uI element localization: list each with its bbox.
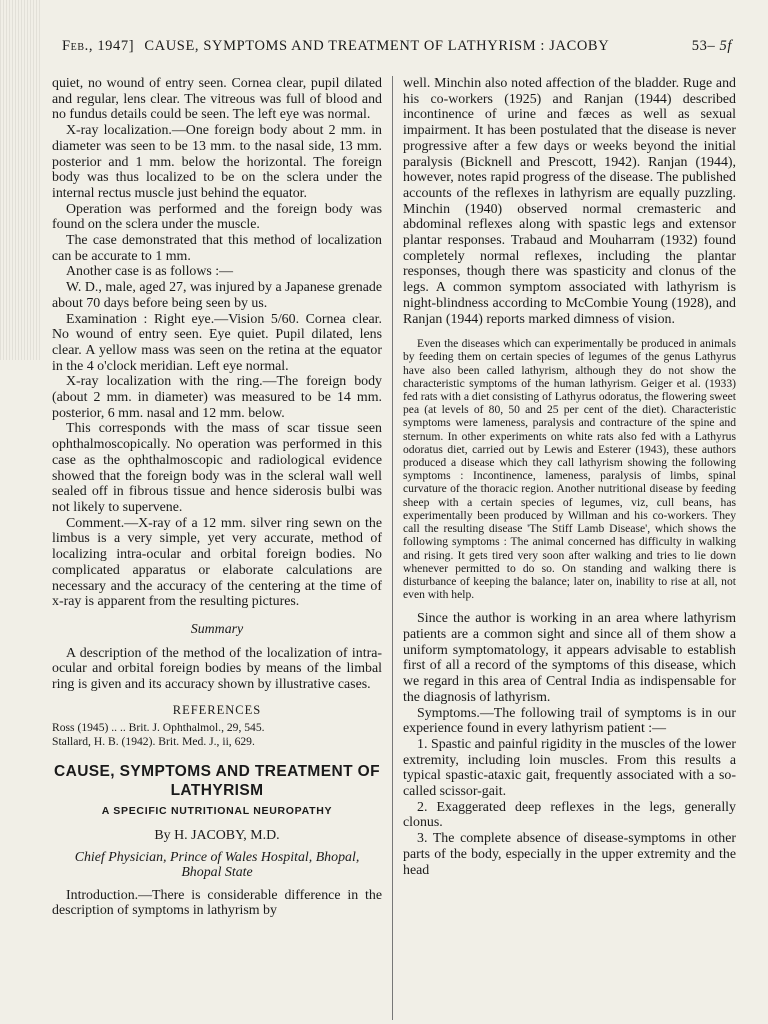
article-title: CAUSE, SYMPTOMS AND TREATMENT OF LATHYRISM xyxy=(54,763,380,800)
paragraph: Another case is as follows :— xyxy=(66,264,234,280)
paragraph: Symptoms.—The following trail of symptoms is in our experience found in every lathyrism patient :— xyxy=(403,705,736,737)
references-heading: REFERENCES xyxy=(172,702,262,717)
symptom-item: 1. Spastic and painful rigidity in the muscles of the lower extremity, including loin muscles. From this results a typical spastic-ataxic gait, frequently associated with a so-called scissor-gait. xyxy=(403,736,736,800)
small-print-note: Even the diseases which can experimentally be produced in animals by feeding them on certain species of legumes of the genus Lathyrus have also been called lathyrism, although they do not show the characteristic symptoms of the human lathyrism. Geiger et al. (1933) fed rats with a diet consisting of Lathyrus odoratus, the flowering sweet pea (at levels of 80, 50 and 25 per cent of the diet). Characteristic symptoms were lameness, paralysis and contracture of the spine and sternum. In other experiments on white rats also fed with a Lathyrus odoratus diet, carried out by Lewis and Esterer (1943), these authors produced a disease which they call lathyrism showing the following symptoms : Incontinence, lameness, paralysis of limbs, spinal curvature of the thoracic region. Another nutritional disease by feeding sheep with a certain species of legumes, viz, cull beans, has experimentally been produced by Willman and his co-workers. They call the resulting disease 'The Stiff Lamb Disease', which shows the following symptoms : The animal concerned has difficulty in walking and rising. It gets tired very soon after walking and tries to lie down whenever permitted to do so. On standing and walking there is disturbance of keeping the balance; later on, inability to rise at all, not even with help. xyxy=(403,337,736,602)
paragraph: The case demonstrated that this method of localization can be accurate to 1 mm. xyxy=(52,233,382,264)
reference-item: Stallard, H. B. (1942). Brit. Med. J., ii, 629. xyxy=(52,734,255,748)
paragraph: well. Minchin also noted affection of the bladder. Ruge and his co-workers (1925) and Ranjan (1944) described incontinence of urine and fæces as well as sexual impairment. It has been postulated that the disease is never progressive after a few days or weeks beyond the initial paralysis (Bicknell and Prescott, 1942). Ranjan (1944), however, notes rapid progress of the disease. The published accounts of the reflexes in lathyrism are equally puzzling. Minchin (1940) observed normal cremasteric and abdominal reflexes along with spastic legs and extensor plantar responses. Trabaud and Mouharram (1932) found completely normal reflexes, including the plantar responses, though there was spasticity and clonus of the legs. A common symptom associated with lathyrism is night-blindness according to McCombie Young (1928), and Ranjan (1944) reports marked dimness of vision. xyxy=(403,76,736,327)
running-header xyxy=(62,38,732,55)
column-divider xyxy=(392,76,393,1020)
summary-heading: Summary xyxy=(190,621,244,637)
summary-text: A description of the method of the localization of intra-ocular and orbital foreign bodies by means of the limbal ring is given and its accuracy shown by illustrative cases. xyxy=(52,645,382,693)
running-title: CAUSE, SYMPTOMS AND TREATMENT OF LATHYRISM : JACOBY xyxy=(144,38,610,54)
symptom-item: 3. The complete absence of disease-symptoms in other parts of the body, especially in the upper extremity and the head xyxy=(403,831,736,878)
paragraph: Comment.—X-ray of a 12 mm. silver ring sewn on the limbus is a very simple, yet very accurate, method of localizing intra-ocular and orbital foreign bodies. No complicated apparatus or elaborate calculations are necessary and the accuracy of the centering at the time of x-ray is apparent from the resulting pictures. xyxy=(52,515,382,610)
article-subtitle: A SPECIFIC NUTRITIONAL NEUROPATHY xyxy=(101,805,333,818)
author-affiliation: Chief Physician, Prince of Wales Hospital, Bhopal, Bhopal State xyxy=(74,849,360,880)
introduction-paragraph: Introduction.—There is considerable difference in the description of symptoms in lathyrism by xyxy=(52,887,382,919)
reference-item: Ross (1945) .. .. Brit. J. Ophthalmol., 29, 545. xyxy=(52,721,265,735)
paragraph: X-ray localization with the ring.—The foreign body (about 2 mm. in diameter) was measured to be 14 mm. posterior, 6 mm. nasal and 12 mm. below. xyxy=(52,374,382,421)
scan-edge-noise xyxy=(0,0,42,360)
paragraph: W. D., male, aged 27, was injured by a Japanese grenade about 70 days before being seen by us. xyxy=(52,280,382,311)
left-column xyxy=(52,76,382,919)
paragraph: X-ray localization.—One foreign body about 2 mm. in diameter was seen to be 13 mm. to the nasal side, 13 mm. posterior and 1 mm. below the horizontal. The foreign body was thus localized to be on the sclera under the internal rectus muscle just behind the equator. xyxy=(52,123,382,201)
issue-date: Feb., 1947] xyxy=(62,38,135,54)
paragraph: Since the author is working in an area where lathyrism patients are a common sight and since all of them show a uniform symptomatology, it appears advisable to establish first of all a record of the symptoms of this disease, which we regard in this area of Central India as indispensable for the diagnosis of lathyrism. xyxy=(403,611,736,705)
paragraph: Operation was performed and the foreign body was found on the sclera under the muscle. xyxy=(52,201,382,233)
author-byline: By H. JACOBY, M.D. xyxy=(154,827,280,843)
right-column xyxy=(403,76,736,878)
symptom-item: 2. Exaggerated deep reflexes in the legs, generally clonus. xyxy=(403,799,736,831)
paragraph: quiet, no wound of entry seen. Cornea clear, pupil dilated and regular, lens clear. The vitreous was full of blood and no fundus details could be seen. The left eye was normal. xyxy=(52,76,382,123)
page-number: 53– 5f xyxy=(691,38,732,54)
paragraph: Examination : Right eye.—Vision 5/60. Cornea clear. No wound of entry seen. Eye quiet. Pupil dilated, lens clear. A yellow mass was seen on the retina at the equator in the 4 o'clock meridian. Left eye normal. xyxy=(52,311,382,374)
paragraph: This corresponds with the mass of scar tissue seen ophthalmoscopically. No operation was performed in this case as the ophthalmoscopic and radiological evidence showed that the foreign body was in the scleral wall well sealed off in fibrous tissue and hence siderosis bulbi was not likely to supervene. xyxy=(52,421,382,515)
